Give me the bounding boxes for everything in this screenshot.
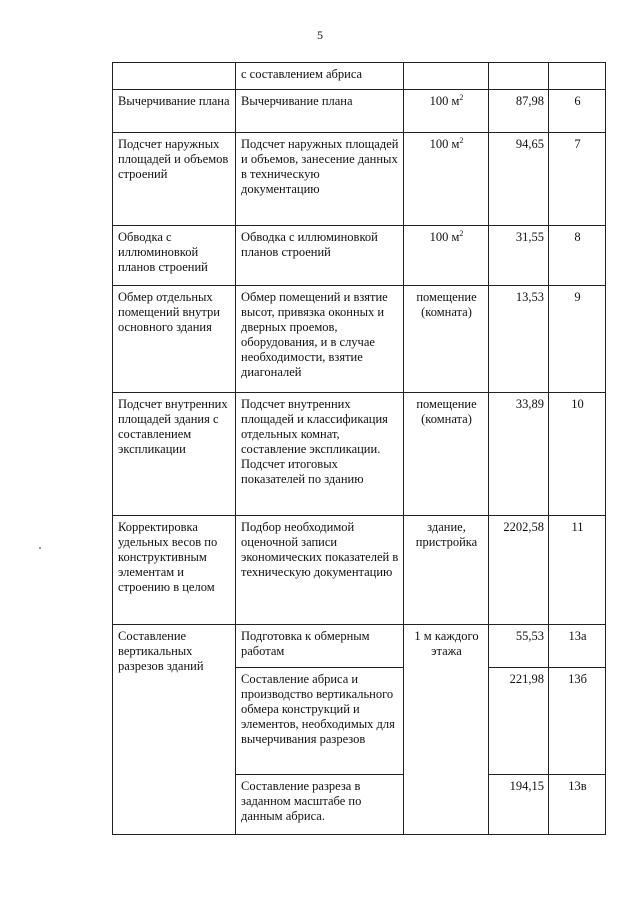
- table-row: [113, 63, 606, 90]
- price-table: [112, 62, 606, 835]
- code-cell: 9: [549, 286, 606, 393]
- work-content-cell: Составление разреза в заданном масштабе по данным абриса.: [236, 775, 404, 835]
- code-cell: 13а: [549, 625, 606, 668]
- price-cell: 55,53: [489, 625, 549, 668]
- work-content-cell: Подготовка к обмерным работам: [236, 625, 404, 668]
- work-name-cell: Корректировка удельных весов по конструктивным элементам и строению в целом: [113, 516, 236, 625]
- work-content-cell: с составлением абриса: [236, 63, 404, 90]
- work-name-cell: Подсчет внутренних площадей здания с составлением экспликации: [113, 393, 236, 516]
- price-cell: 33,89: [489, 393, 549, 516]
- code-cell: 10: [549, 393, 606, 516]
- work-name-cell: Подсчет наружных площадей и объемов строений: [113, 133, 236, 226]
- work-content-cell: Составление абриса и производство вертикального обмера конструкций и элементов, необходимых для вычерчивания разрезов: [236, 668, 404, 775]
- unit-cell: 100 $м^2$: [404, 133, 489, 226]
- code-cell: [549, 63, 606, 90]
- table-row: [113, 516, 606, 625]
- work-content-cell: Подсчет наружных площадей и объемов, занесение данных в техническую документацию: [236, 133, 404, 226]
- code-cell: 7: [549, 133, 606, 226]
- table-row: [113, 133, 606, 226]
- unit-cell: помещение (комната): [404, 286, 489, 393]
- work-name-cell: Составление вертикальных разрезов зданий: [113, 625, 236, 835]
- table-row: [113, 393, 606, 516]
- price-cell: 87,98: [489, 90, 549, 133]
- work-content-cell: Вычерчивание плана: [236, 90, 404, 133]
- price-cell: 13,53: [489, 286, 549, 393]
- unit-cell: 100 $м^2$: [404, 226, 489, 286]
- price-cell: 194,15: [489, 775, 549, 835]
- scan-speck: [39, 547, 41, 549]
- unit-cell: 1 м каждого этажа: [404, 625, 489, 835]
- price-cell: 31,55: [489, 226, 549, 286]
- page-number: 5: [317, 28, 323, 42]
- work-name-cell: Обводка с иллюминовкой планов строений: [113, 226, 236, 286]
- price-cell: 221,98: [489, 668, 549, 775]
- price-cell: [489, 63, 549, 90]
- work-name-cell: Обмер отдельных помещений внутри основного здания: [113, 286, 236, 393]
- unit-cell: здание, пристройка: [404, 516, 489, 625]
- code-cell: 11: [549, 516, 606, 625]
- work-content-cell: Подсчет внутренних площадей и классификация отдельных комнат, составление экспликации. Подсчет итоговых показателей по зданию: [236, 393, 404, 516]
- price-cell: 2202,58: [489, 516, 549, 625]
- price-cell: 94,65: [489, 133, 549, 226]
- work-content-cell: Подбор необходимой оценочной записи экономических показателей в техническую документацию: [236, 516, 404, 625]
- table-row: [113, 226, 606, 286]
- code-cell: 8: [549, 226, 606, 286]
- unit-cell: [404, 63, 489, 90]
- code-cell: 13в: [549, 775, 606, 835]
- code-cell: 13б: [549, 668, 606, 775]
- work-name-cell: [113, 63, 236, 90]
- code-cell: 6: [549, 90, 606, 133]
- unit-cell: помещение (комната): [404, 393, 489, 516]
- work-content-cell: Обмер помещений и взятие высот, привязка оконных и дверных проемов, оборудования, и в случае необходимости, взятие диагоналей: [236, 286, 404, 393]
- table-row: [113, 90, 606, 133]
- table-row: [113, 286, 606, 393]
- table-row: [113, 625, 606, 668]
- work-name-cell: Вычерчивание плана: [113, 90, 236, 133]
- unit-cell: 100 $м^2$: [404, 90, 489, 133]
- work-content-cell: Обводка с иллюминовкой планов строений: [236, 226, 404, 286]
